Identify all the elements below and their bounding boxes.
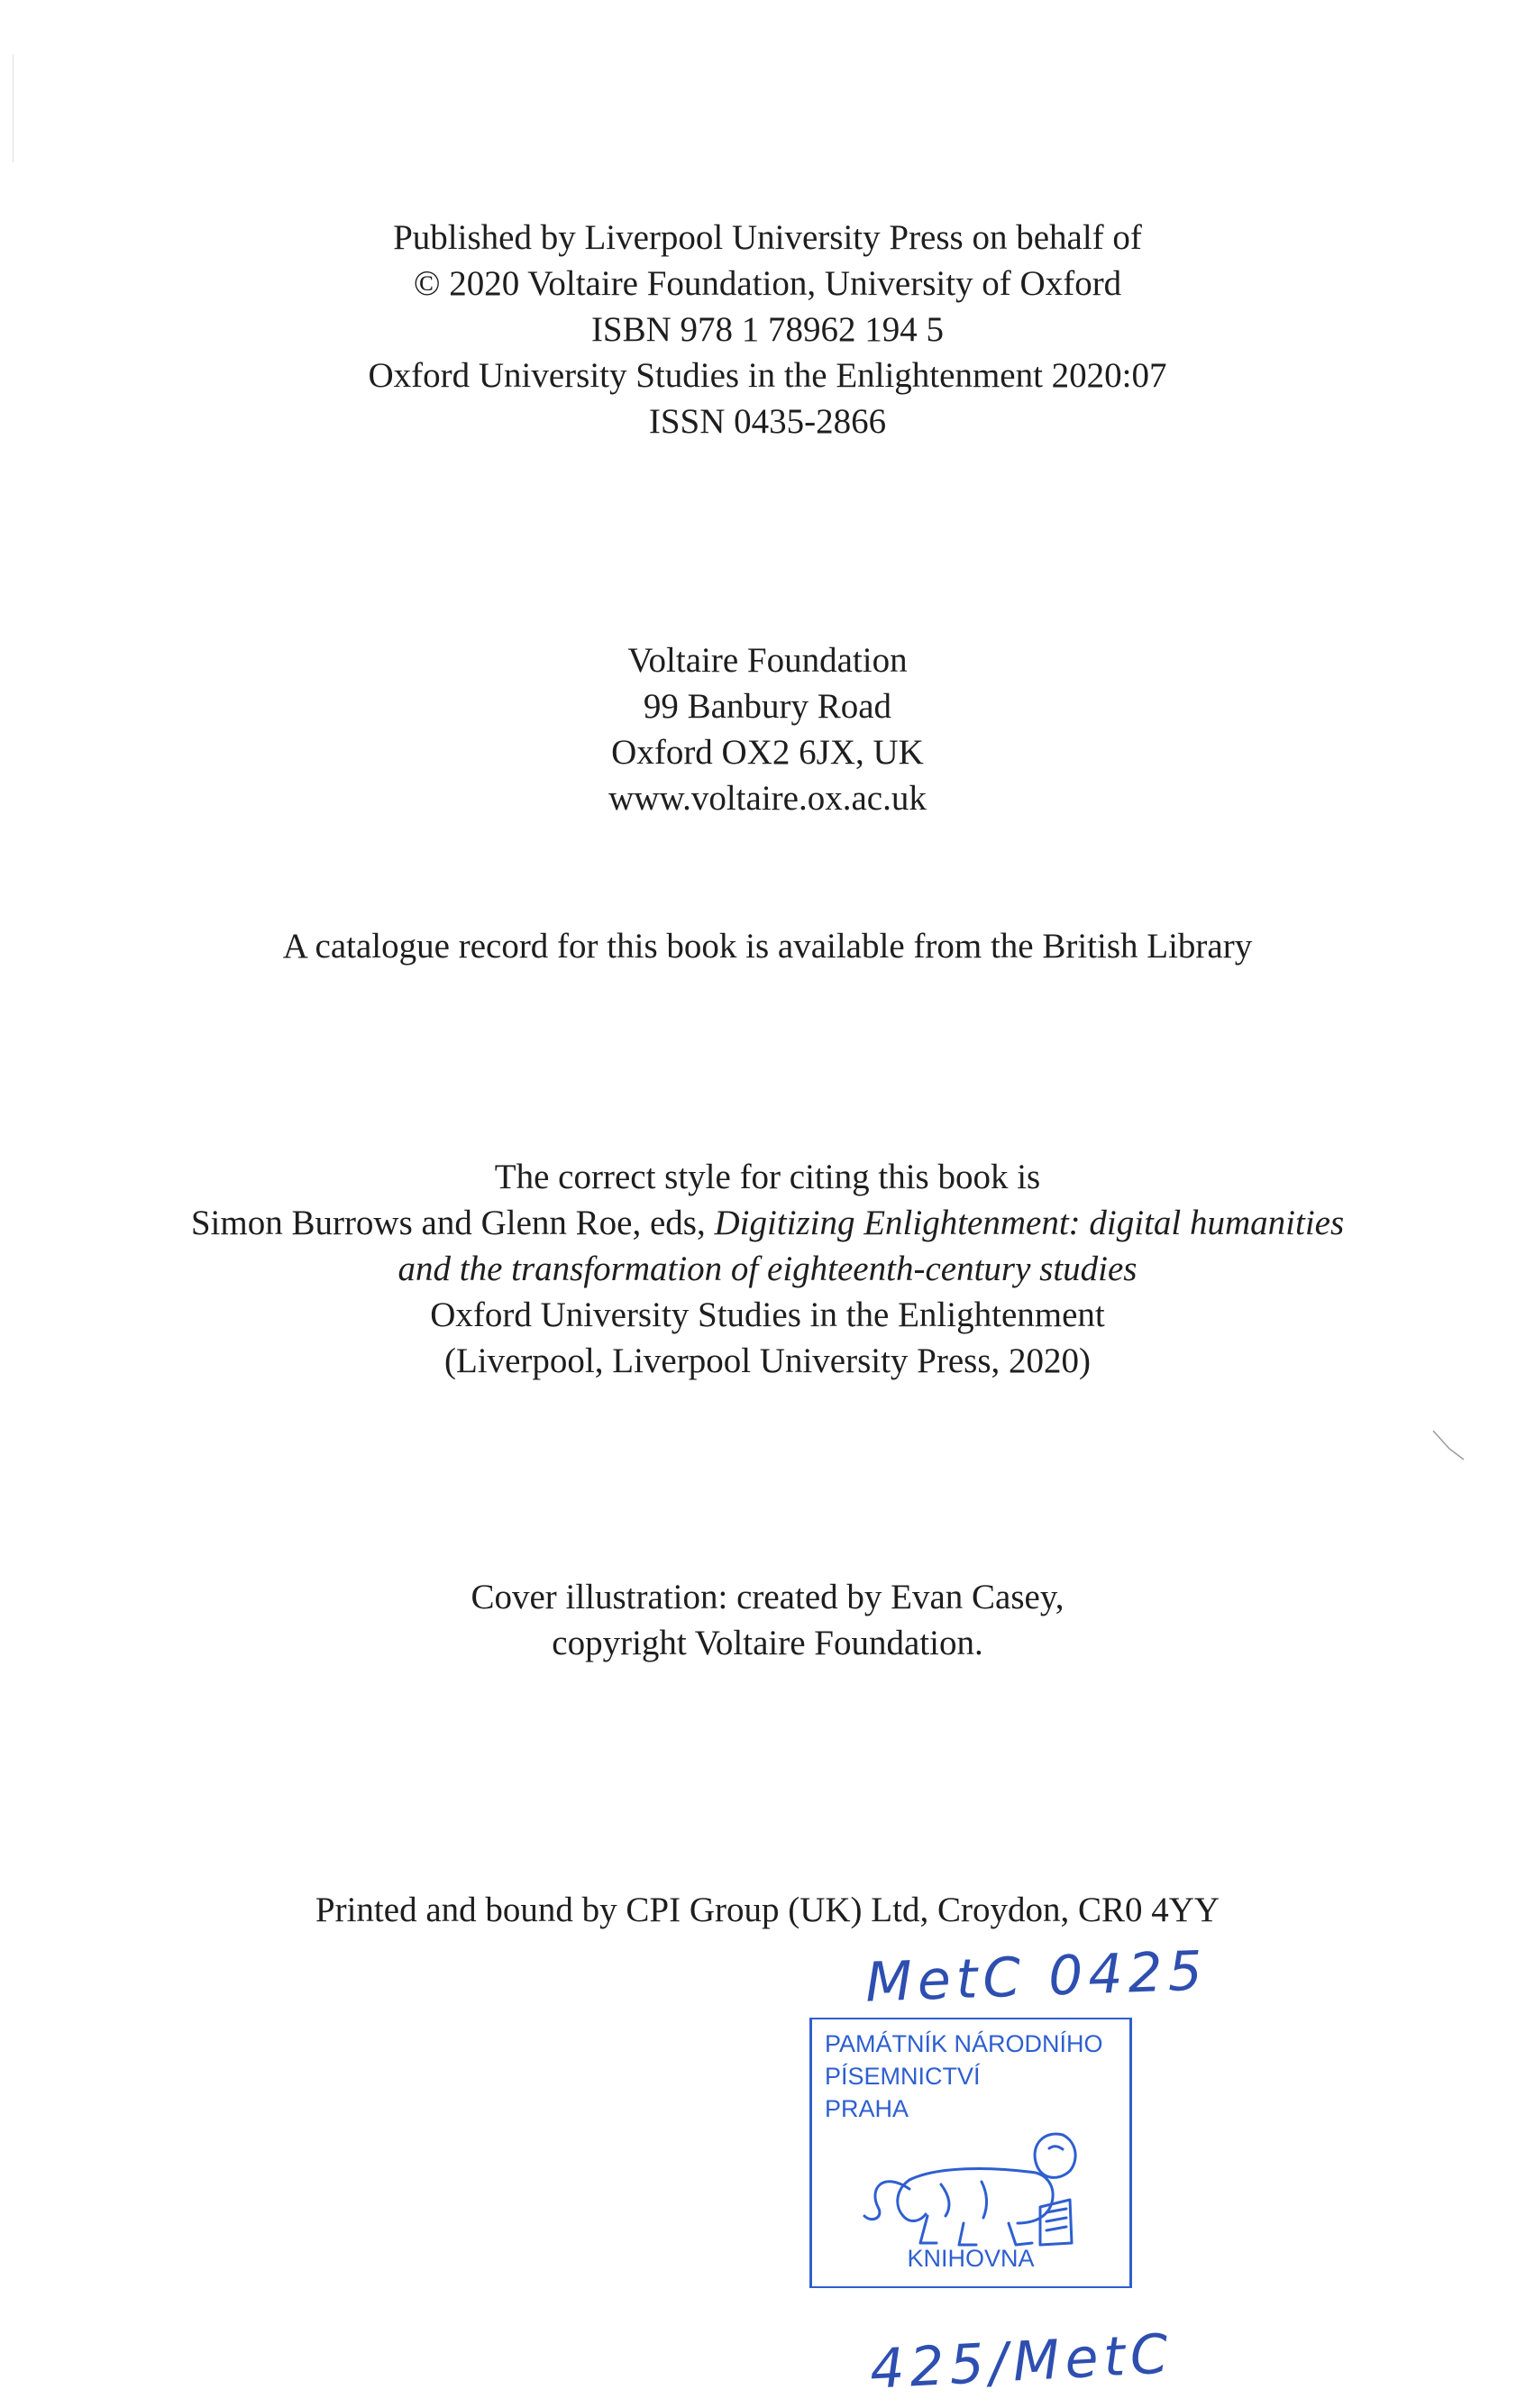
paper-mark: [1431, 1429, 1467, 1465]
stamp-bottom-border: [812, 2286, 1129, 2288]
citation-intro: The correct style for citing this book is: [494, 1158, 1041, 1196]
citation-series: Oxford University Studies in the Enlightenment: [430, 1296, 1105, 1334]
page-edge-shadow: [13, 54, 14, 162]
catalogue-note: A catalogue record for this book is available from the British Library: [282, 927, 1253, 966]
address-website: www.voltaire.ox.ac.uk: [608, 779, 927, 818]
stamp-line-1: PAMÁTNÍK NÁRODNÍHO: [825, 2030, 1103, 2057]
address-block: [0, 637, 1535, 821]
printer-block: [0, 1887, 1535, 1933]
citation-block: [0, 1154, 1535, 1384]
catalogue-block: [0, 923, 1535, 969]
citation-title-2: and the transformation of eighteenth-century studies: [397, 1250, 1138, 1288]
publication-block: [0, 215, 1535, 444]
stamp-line-3: PRAHA: [825, 2095, 909, 2122]
stamp-library-label: KNIHOVNA: [907, 2245, 1035, 2272]
cover-block: [0, 1574, 1535, 1666]
handwritten-shelfmark-top: MetC 0425: [863, 1939, 1209, 2015]
address-city: Oxford OX2 6JX, UK: [611, 733, 924, 772]
address-street: 99 Banbury Road: [643, 687, 892, 726]
handwritten-shelfmark-bottom: 425/MetC: [868, 2322, 1175, 2402]
cover-copyright: copyright Voltaire Foundation.: [552, 1624, 983, 1662]
library-stamp: [809, 2018, 1132, 2288]
citation-authors-title: [0, 1200, 1535, 1246]
publisher-line: Published by Liverpool University Press on behalf of: [393, 218, 1142, 257]
cover-credit: Cover illustration: created by Evan Casey,: [471, 1578, 1064, 1616]
lion-icon: [855, 2117, 1126, 2252]
stamp-top-border: [812, 2018, 1129, 2019]
isbn-line: ISBN 978 1 78962 194 5: [590, 310, 945, 349]
printer-note: Printed and bound by CPI Group (UK) Ltd, Croydon, CR0 4YY: [315, 1891, 1220, 1929]
address-name: Voltaire Foundation: [627, 641, 908, 680]
issn-line: ISSN 0435-2866: [648, 402, 887, 441]
citation-authors: Simon Burrows and Glenn Roe, eds,: [190, 1204, 715, 1242]
copyright-line: © 2020 Voltaire Foundation, University of Oxford: [413, 264, 1122, 303]
citation-imprint: (Liverpool, Liverpool University Press, 2020): [443, 1341, 1092, 1380]
citation-title-1: Digitizing Enlightenment: digital humanities: [714, 1204, 1345, 1242]
stamp-line-2: PÍSEMNICTVÍ: [825, 2063, 981, 2090]
series-line: Oxford University Studies in the Enlightenment 2020:07: [368, 356, 1167, 395]
